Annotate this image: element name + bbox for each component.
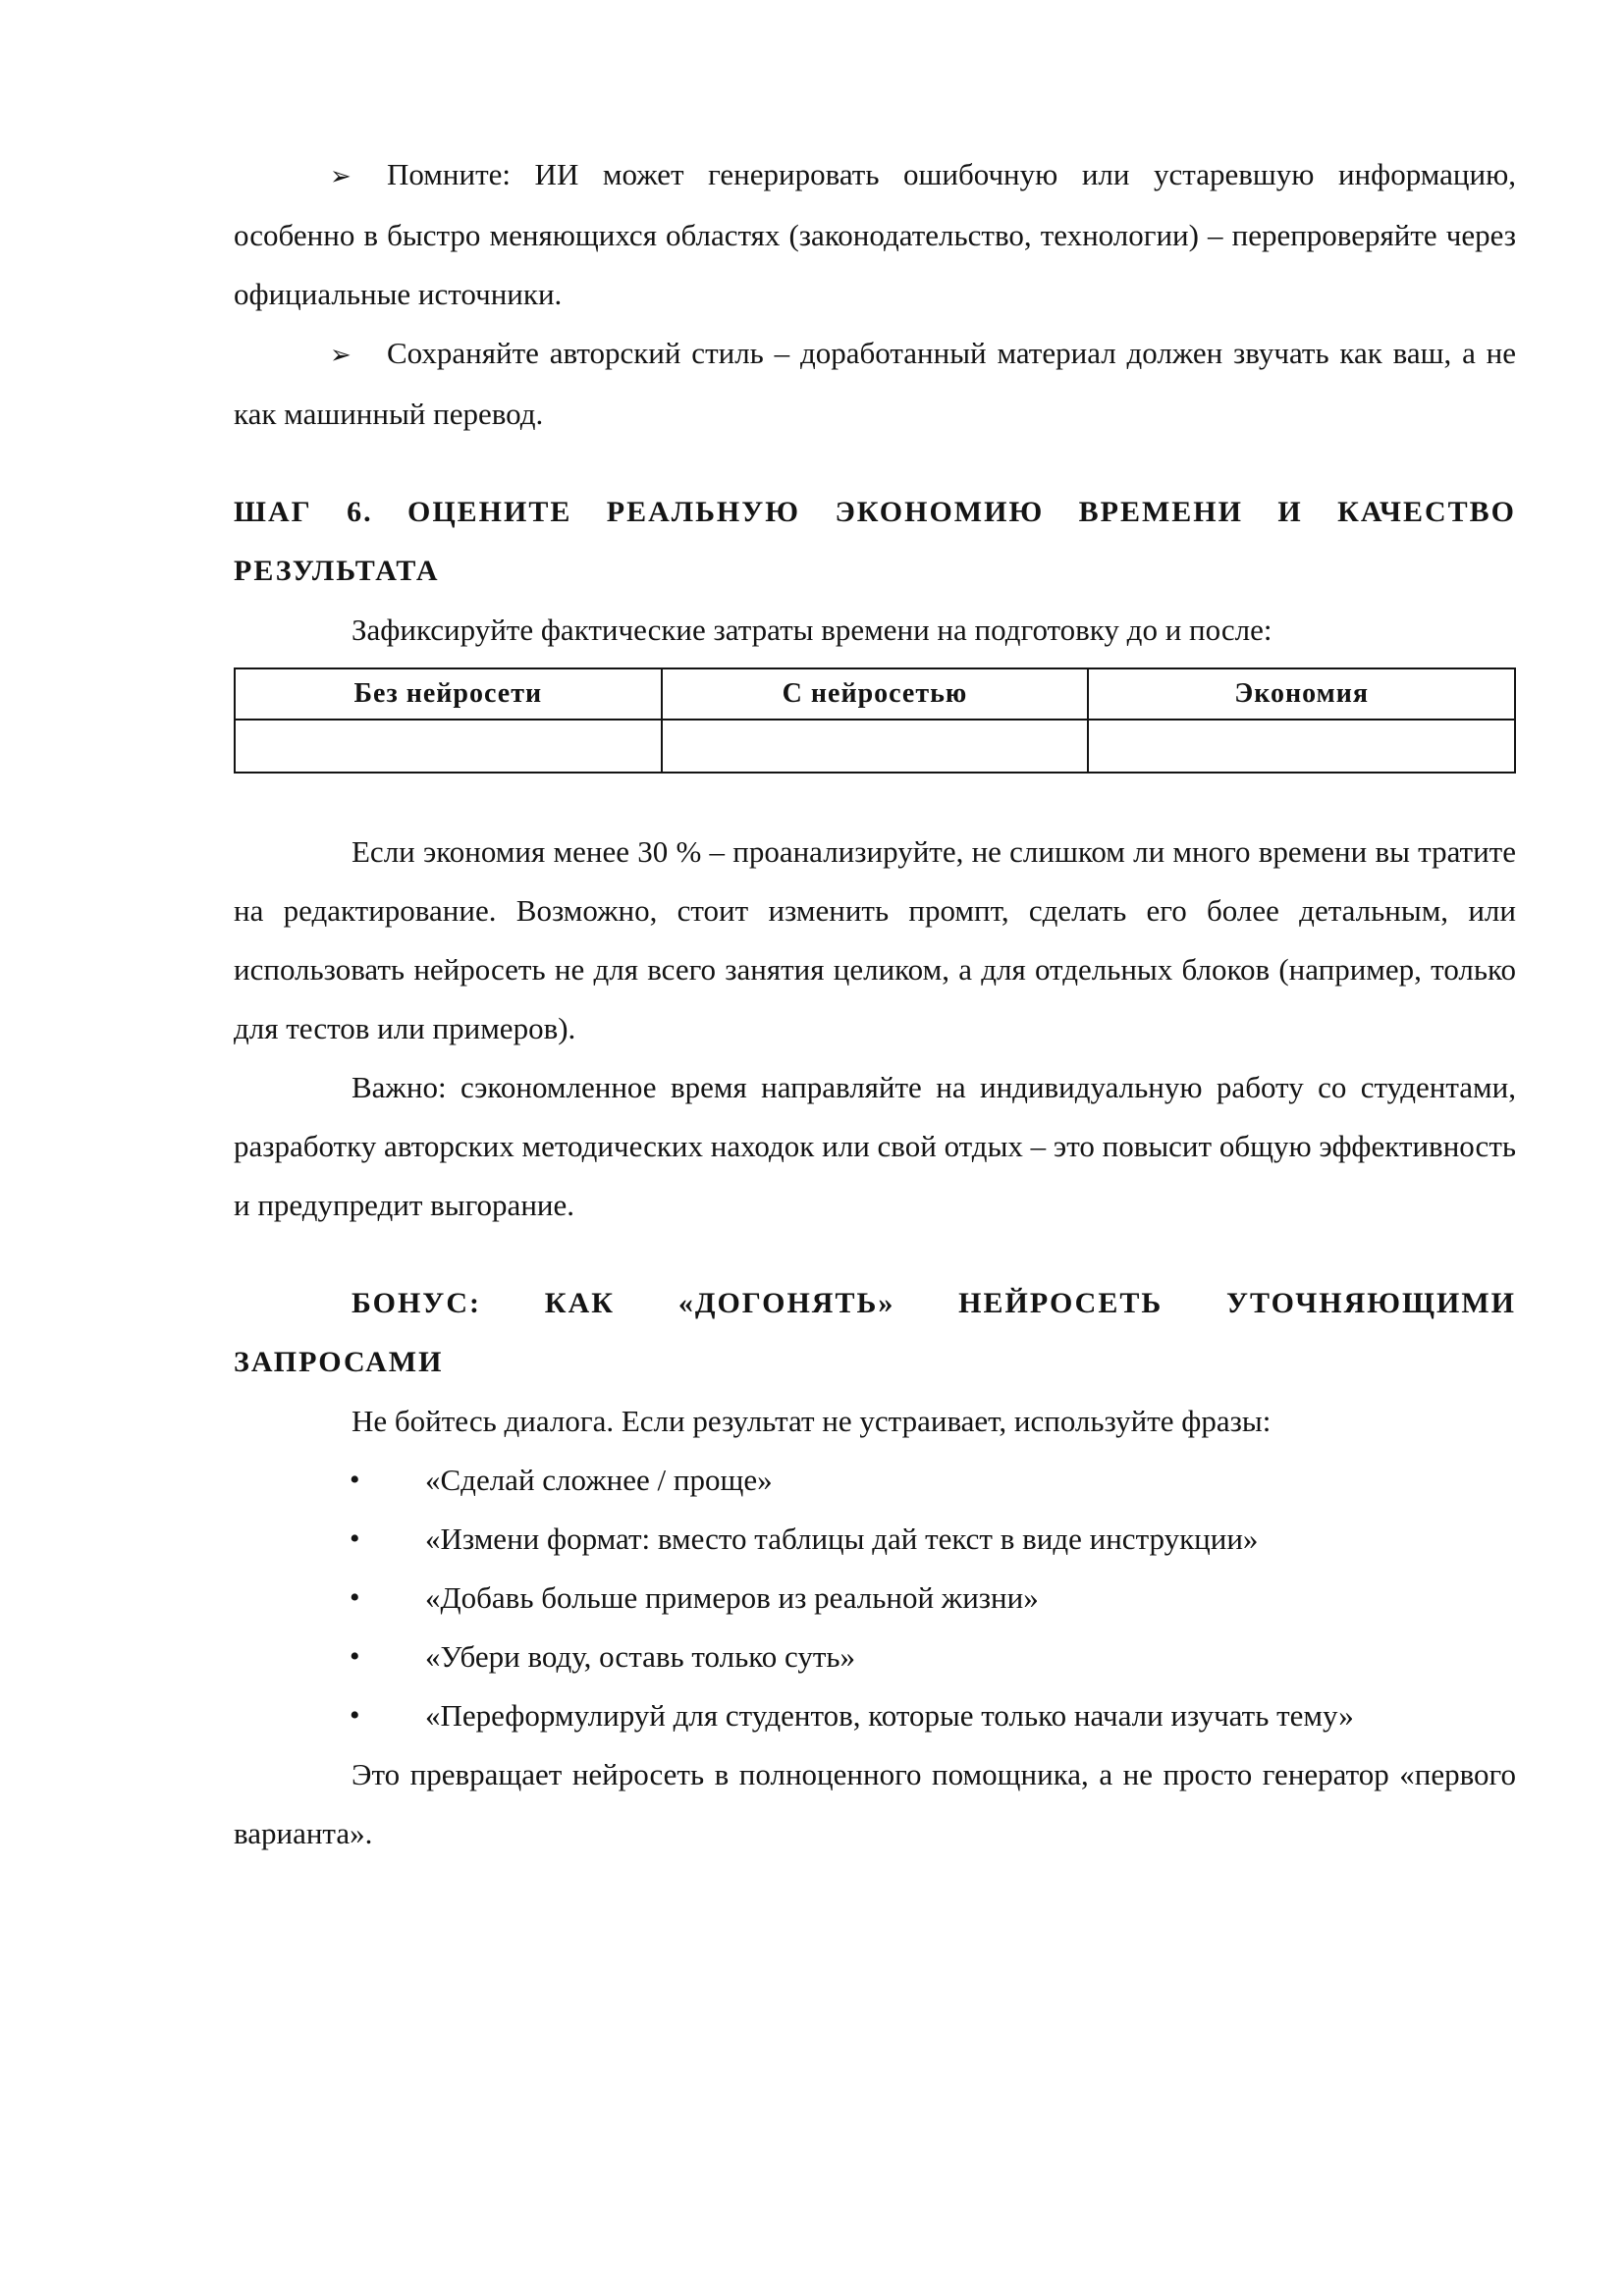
bullet-icon: •: [350, 1522, 360, 1555]
style-text: Сохраняйте авторский стиль – доработанный материал должен звучать как ваш, а не как машинный перевод.: [234, 336, 1516, 431]
table-header-row: [235, 668, 1515, 720]
step6-heading: ШАГ 6. ОЦЕНИТЕ РЕАЛЬНУЮ ЭКОНОМИЮ ВРЕМЕНИ И КАЧЕСТВО РЕЗУЛЬТАТА: [234, 496, 1516, 587]
list-item: • «Сделай сложнее / проще»: [234, 1451, 1516, 1510]
important-paragraph: Важно: сэкономленное время направляйте на индивидуальную работу со студентами, разработку авторских методических находок или свой отдых – это повысит общую эффективность и предупредит выгорание.: [234, 1070, 1516, 1222]
table-row: [235, 720, 1515, 773]
list-item: • «Измени формат: вместо таблицы дай текст в виде инструкции»: [234, 1510, 1516, 1569]
reminder-text: Помните: ИИ может генерировать ошибочную или устаревшую информацию, особенно в быстро меняющихся областях (законодательство, технологии) – перепроверяйте через официальные источники.: [234, 157, 1516, 311]
arrow-bullet-icon: ➢: [330, 341, 352, 370]
list-item: • «Добавь больше примеров из реальной жизни»: [234, 1569, 1516, 1628]
bonus-heading: БОНУС: КАК «ДОГОНЯТЬ» НЕЙРОСЕТЬ УТОЧНЯЮЩИМИ ЗАПРОСАМИ: [234, 1287, 1516, 1378]
cell-with-ai: [662, 720, 1089, 773]
style-item: [234, 324, 1516, 444]
arrow-bullet-icon: ➢: [330, 162, 352, 191]
prompt-phrases-list: [234, 1451, 1516, 1745]
step6-intro: Зафиксируйте фактические затраты времени на подготовку до и после:: [352, 613, 1272, 647]
page-content: [234, 145, 1516, 1863]
savings-paragraph: Если экономия менее 30 % – проанализируйте, не слишком ли много времени вы тратите на редактирование. Возможно, стоит изменить промпт, сделать его более детальным, или использовать нейросеть не для всего занятия целиком, а для отдельных блоков (например, только для тестов или примеров).: [234, 834, 1516, 1045]
bullet-icon: •: [350, 1699, 360, 1732]
bullet-icon: •: [350, 1464, 360, 1496]
header-without-ai: Без нейросети: [235, 668, 662, 720]
list-item: • «Убери воду, оставь только суть»: [234, 1628, 1516, 1686]
header-savings: Экономия: [1088, 668, 1515, 720]
header-with-ai: С нейросетью: [662, 668, 1089, 720]
bullet-icon: •: [350, 1640, 360, 1673]
bonus-intro: Не бойтесь диалога. Если результат не устраивает, используйте фразы:: [352, 1404, 1272, 1438]
cell-savings: [1088, 720, 1515, 773]
cell-without-ai: [235, 720, 662, 773]
bullet-icon: •: [350, 1581, 360, 1614]
reminder-item: [234, 145, 1516, 324]
time-comparison-table: [234, 667, 1516, 774]
list-item: • «Переформулируй для студентов, которые только начали изучать тему»: [234, 1686, 1516, 1745]
bonus-closing: Это превращает нейросеть в полноценного помощника, а не просто генератор «первого варианта».: [234, 1757, 1516, 1850]
